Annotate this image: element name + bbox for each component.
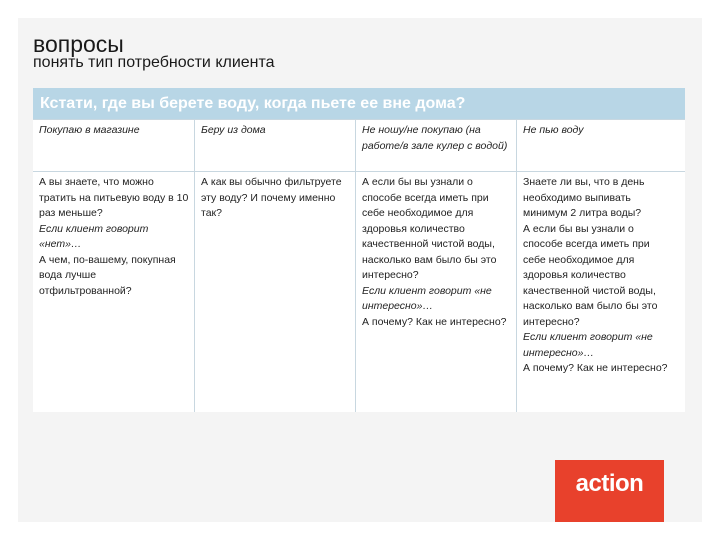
answers-row [33,119,685,171]
followup-paragraph: А как вы обычно фильтруете эту воду? И почему именно так? [201,176,342,219]
followup-paragraph: Если клиент говорит «не интересно»… [523,331,653,359]
followup-cell [516,172,677,412]
followup-cell [355,172,516,412]
answer-cell: Покупаю в магазине [39,124,140,136]
slide-subtitle: понять тип потребности клиента [33,54,275,71]
answer-cell: Не ношу/не покупаю (на работе/в зале кулер с водой) [355,120,516,171]
followup-paragraph: А вы знаете, что можно тратить на питьевую воду в 10 раз меньше? [39,176,189,219]
logo-text: action [575,470,644,497]
followup-paragraph: А чем, по-вашему, покупная вода лучше отфильтрованной? [39,253,176,297]
followups-row [33,171,685,412]
questions-table [33,88,685,412]
action-logo [555,460,664,522]
answer-cell: Беру из дома [194,120,355,171]
answer-cell: Не пью воду [516,120,677,171]
followup-paragraph: Знаете ли вы, что в день необходимо выпивать минимум 2 литра воды? [523,176,645,219]
followup-cell [33,172,194,412]
followup-paragraph: А почему? Как не интересно? [523,362,668,374]
slide-title: вопросы [33,31,124,57]
followup-paragraph: А если бы вы узнали о способе всегда иметь при себе необходимое для здоровья количество качественной чистой воды, насколько вам было бы это интересно? [362,176,497,281]
followup-cell [194,172,355,412]
question-header: Кстати, где вы берете воду, когда пьете ее вне дома? [33,88,685,119]
followup-paragraph: А если бы вы узнали о способе всегда иметь при себе необходимое для здоровья количество качественной чистой воды, насколько вам было бы это интересно? [523,222,658,328]
followup-paragraph: Если клиент говорит «не интересно»… [362,284,492,312]
followup-paragraph: А почему? Как не интересно? [362,315,507,328]
followup-paragraph: Если клиент говорит «нет»… [39,222,149,250]
